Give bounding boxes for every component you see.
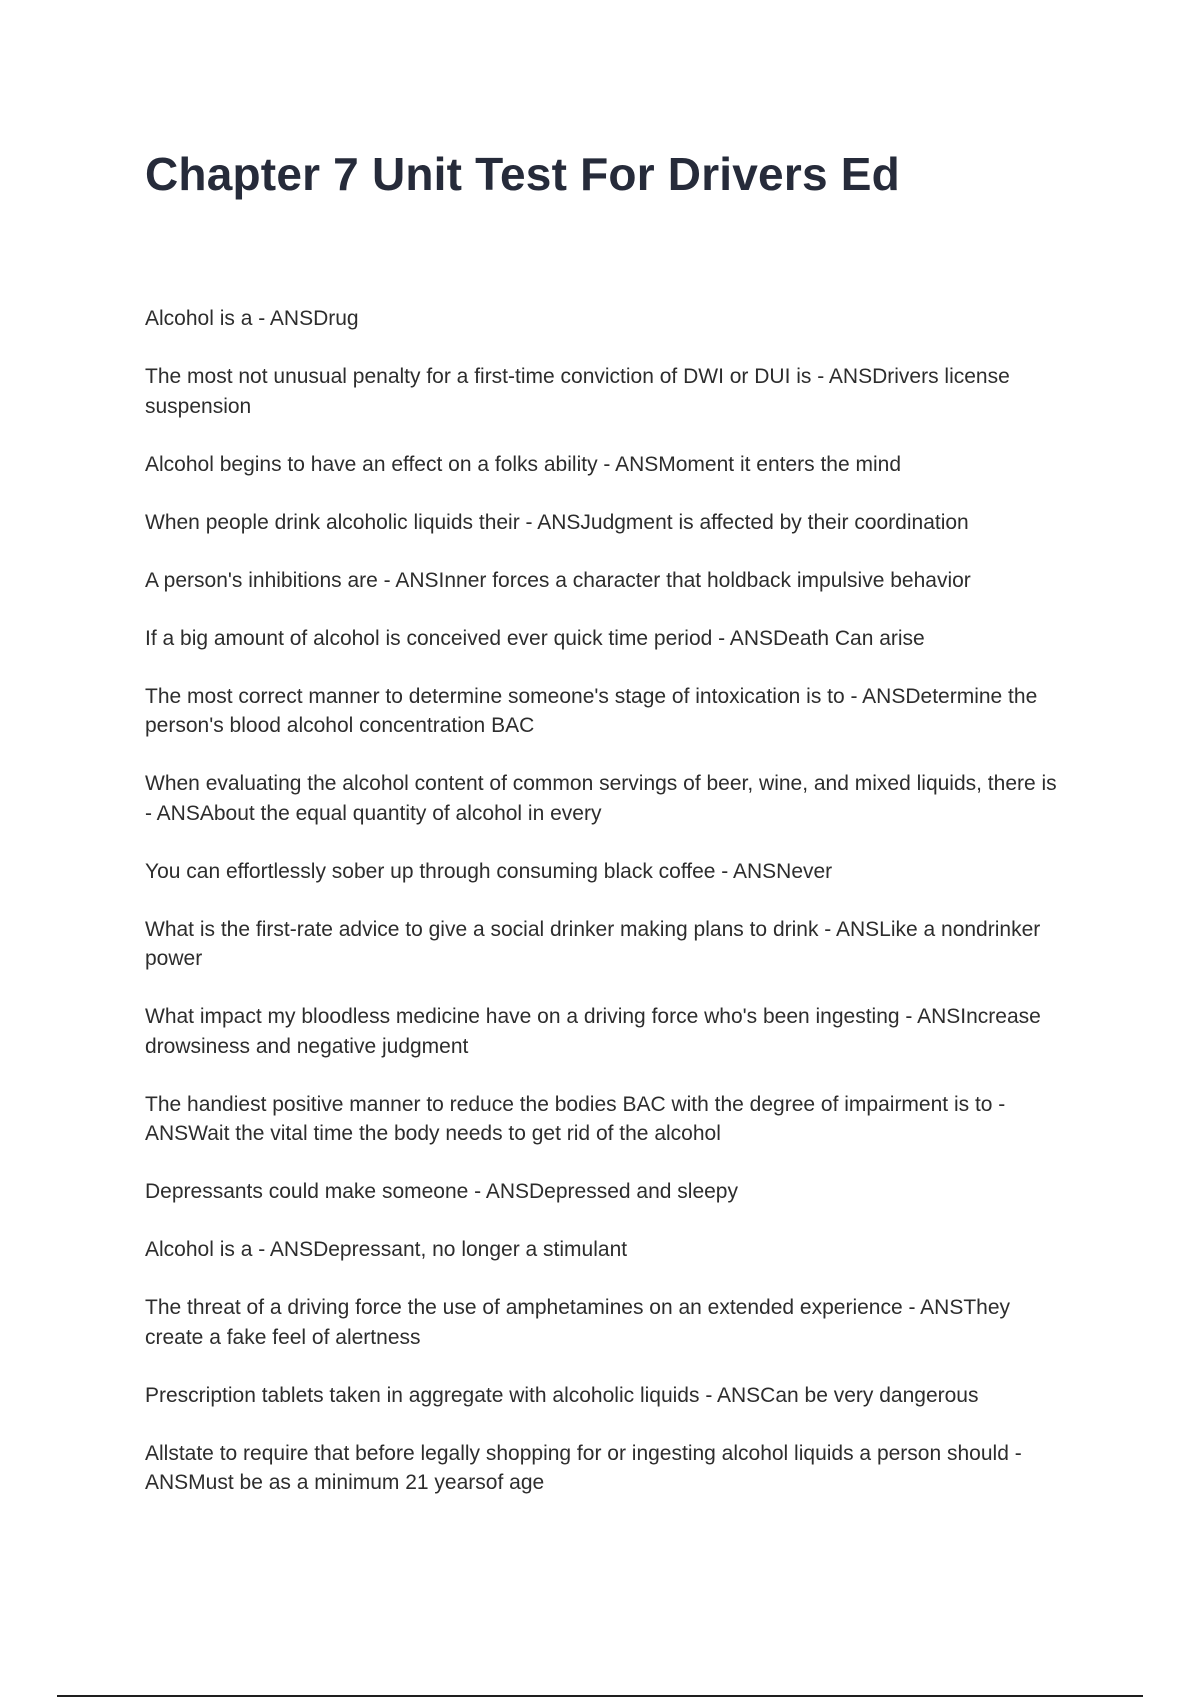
qa-item: When evaluating the alcohol content of common servings of beer, wine, and mixed liquids, there is - ANSAbout the equal quantity of alcohol in every xyxy=(145,772,1057,825)
qa-item: What impact my bloodless medicine have on a driving force who's been ingesting - ANSIncrease drowsiness and negative judgment xyxy=(145,1005,1041,1058)
qa-item: The most correct manner to determine someone's stage of intoxication is to - ANSDetermine the person's blood alcohol concentration BAC xyxy=(145,684,1038,737)
page-title: Chapter 7 Unit Test For Drivers Ed xyxy=(145,148,900,200)
qa-item: The handiest positive manner to reduce the bodies BAC with the degree of impairment is to - ANSWait the vital time the body needs to get rid of the alcohol xyxy=(145,1092,1006,1145)
qa-item: What is the first-rate advice to give a social drinker making plans to drink - ANSLike a nondrinker power xyxy=(145,917,1041,970)
qa-item: Alcohol is a - ANSDepressant, no longer a stimulant xyxy=(145,1238,628,1261)
qa-item: When people drink alcoholic liquids their - ANSJudgment is affected by their coordination xyxy=(145,510,969,534)
qa-item: The most not unusual penalty for a first-time conviction of DWI or DUI is - ANSDrivers license suspension xyxy=(145,365,1010,418)
qa-item: Allstate to require that before legally shopping for or ingesting alcohol liquids a person should - ANSMust be as a minimum 21 yearsof age xyxy=(145,1441,1022,1494)
qa-item: Alcohol is a - ANSDrug xyxy=(145,307,359,330)
qa-item: If a big amount of alcohol is conceived ever quick time period - ANSDeath Can arise xyxy=(145,626,925,650)
qa-list xyxy=(145,304,1065,1526)
qa-item: Prescription tablets taken in aggregate with alcoholic liquids - ANSCan be very dangerous xyxy=(145,1383,979,1407)
qa-item: Depressants could make someone - ANSDepressed and sleepy xyxy=(145,1180,738,1203)
qa-item: Alcohol begins to have an effect on a folks ability - ANSMoment it enters the mind xyxy=(145,452,902,476)
footer-divider xyxy=(57,1695,1143,1697)
qa-item: You can effortlessly sober up through consuming black coffee - ANSNever xyxy=(145,859,833,883)
qa-item: The threat of a driving force the use of amphetamines on an extended experience - ANSThey create a fake feel of alertness xyxy=(145,1296,1011,1349)
qa-item: A person's inhibitions are - ANSInner forces a character that holdback impulsive behavior xyxy=(145,568,971,592)
